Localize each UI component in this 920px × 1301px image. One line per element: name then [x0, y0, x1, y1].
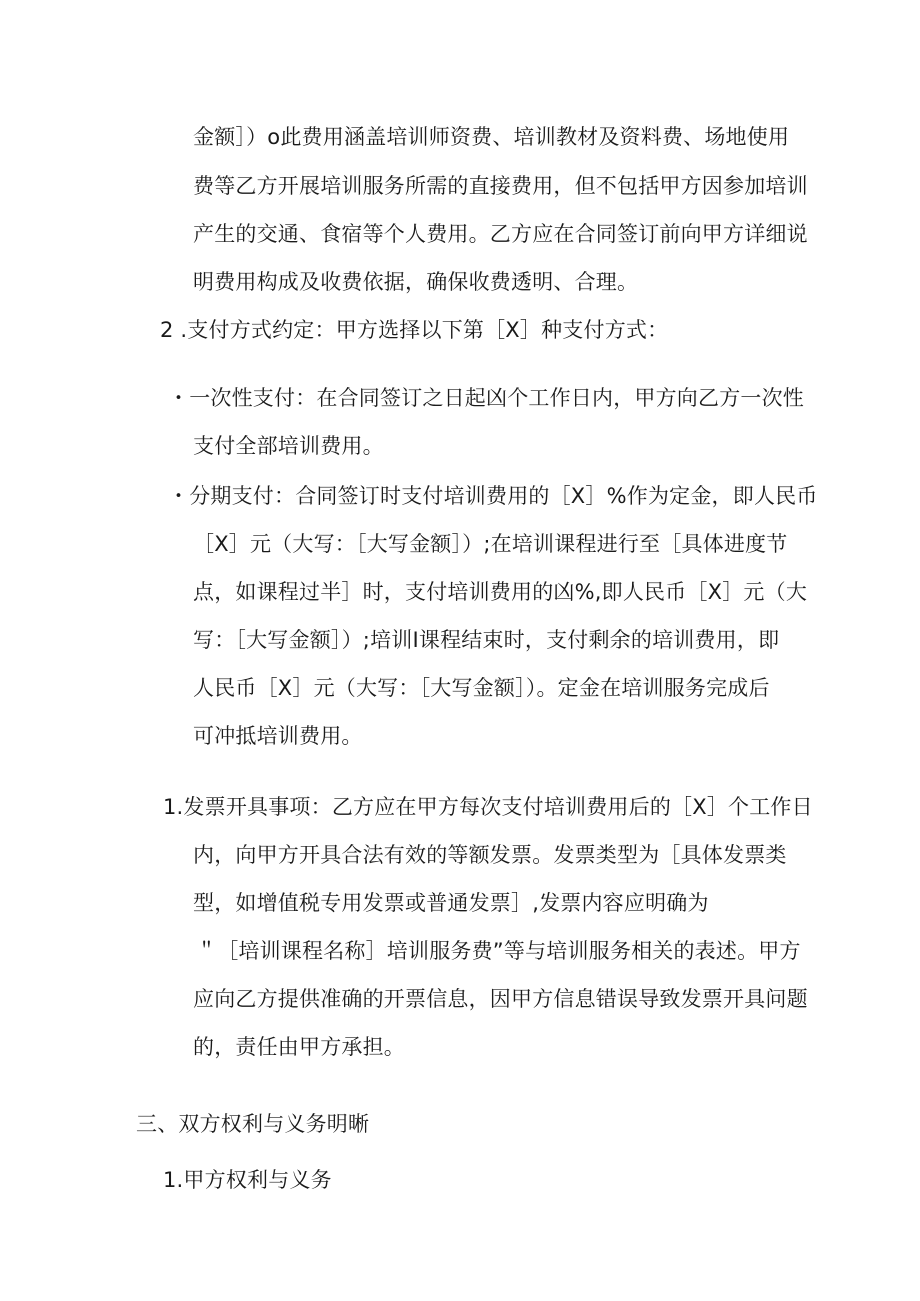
paragraph-line: 费等乙方开展培训服务所需的直接费用，但不包括甲方因参加培训 [193, 174, 808, 198]
list-item-line: 人民币［X］元（大写：［大写金额］）。定金在培训服务完成后 [193, 676, 770, 700]
list-item-line: 可冲抵培训费用。 [193, 724, 363, 748]
paragraph-line: 金额］）o此费用涵盖培训师资费、培训教材及资料费、场地使用 [193, 125, 790, 149]
section-heading: 三、双方权利与义务明晰 [136, 1112, 370, 1136]
list-item-line: ［X］元（大写：［大写金额］）;在培训课程进行至［具体进度节 [193, 532, 788, 556]
list-item-line: ・分期支付：合同签订时支付培训费用的［X］%作为定金，即人民币 [168, 484, 818, 508]
subsection-heading: 1.甲方权利与义务 [163, 1168, 332, 1192]
list-item-line: 写：［大写金额］）;培训I课程结束时，支付剩余的培训费用，即 [193, 628, 780, 652]
paragraph-line: 应向乙方提供准确的开票信息，因甲方信息错误导致发票开具问题 [193, 987, 808, 1011]
paragraph-line: 产生的交通、食宿等个人费用。乙方应在合同签订前向甲方详细说 [193, 222, 808, 246]
paragraph-line: 型，如增值税专用发票或普通发票］,发票内容应明确为 [193, 891, 709, 915]
paragraph-line: 内，向甲方开具合法有效的等额发票。发票类型为［具体发票类 [193, 843, 787, 867]
paragraph-line: 1.发票开具事项：乙方应在甲方每次支付培训费用后的［X］个工作日 [163, 795, 813, 819]
paragraph-line: 的，责任由甲方承担。 [193, 1035, 405, 1059]
list-item-line: ・一次性支付：在合同签订之日起凶个工作日内，甲方向乙方一次性 [168, 386, 804, 410]
paragraph-line: 明费用构成及收费依据，确保收费透明、合理。 [193, 270, 639, 294]
list-item-line: 点，如课程过半］时，支付培训费用的凶%,即人民币［X］元（大 [193, 580, 808, 604]
paragraph-line: ＂［培训课程名称］培训服务费”等与培训服务相关的表述。甲方 [196, 939, 801, 963]
payment-clause-heading: 2 .支付方式约定：甲方选择以下第［X］种支付方式： [160, 318, 669, 342]
list-item-line: 支付全部培训费用。 [193, 434, 384, 458]
